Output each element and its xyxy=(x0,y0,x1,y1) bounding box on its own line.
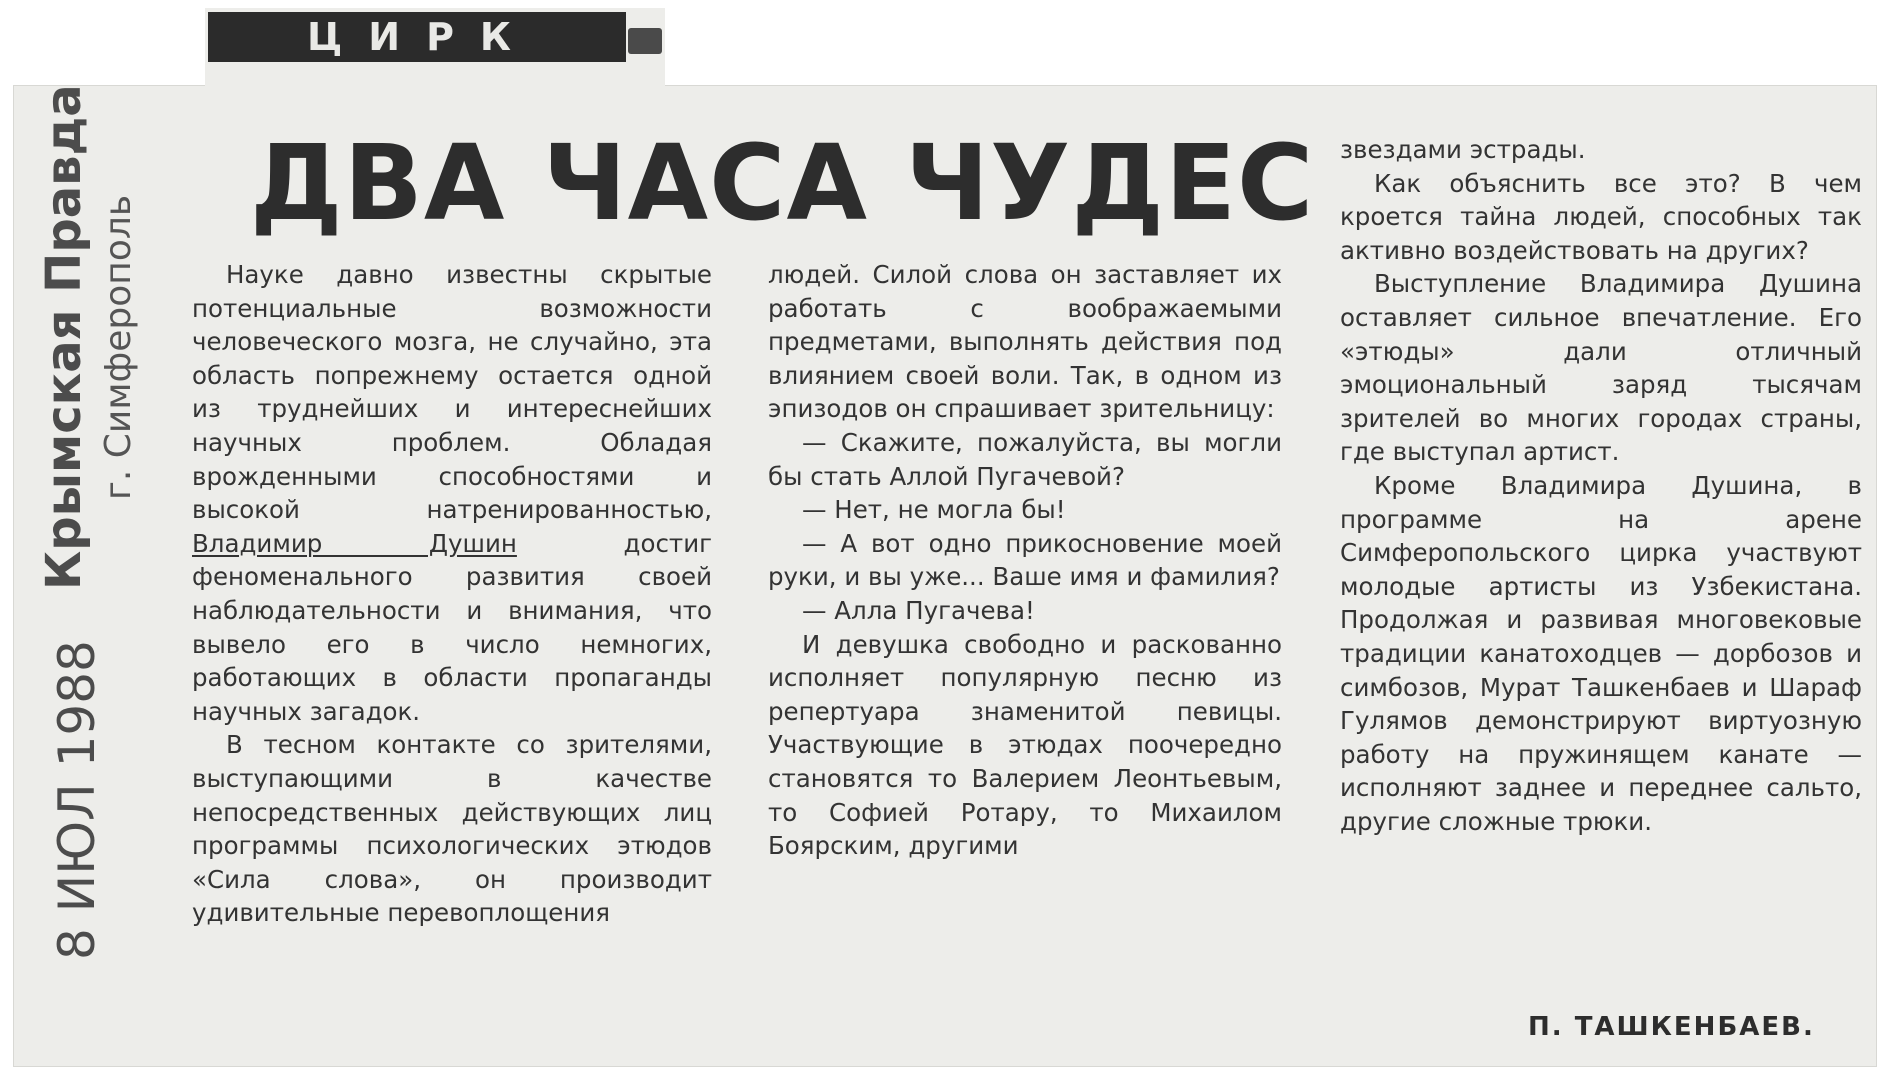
paragraph-text: Науке давно известны скрытые потенциальные возможности человеческого мозга, не случайно, эта область попрежнему остается одной из труднейших и интереснейших научных проблем. Обладая врожденными способностями и высокой натренированностью, xyxy=(192,260,712,525)
stamp-date: 8 ИЮЛ 1988 xyxy=(48,640,106,960)
stamp-city: г. Симферополь xyxy=(98,194,139,500)
article-author: П. ТАШКЕНБАЕВ. xyxy=(1528,1012,1815,1042)
highlighted-name: Владимир Душин xyxy=(192,528,517,558)
rubric-label: ЦИРК xyxy=(307,15,537,59)
dialogue-line: — Нет, не могла бы! xyxy=(802,495,1066,525)
dialogue-line: — А вот одно прикосновение моей руки, и вы уже... Ваше имя и фамилия? xyxy=(768,528,1282,592)
article-column-3 xyxy=(1340,133,1862,838)
paragraph xyxy=(192,258,712,728)
paragraph: звездами эстрады. xyxy=(1340,135,1586,164)
paragraph: И девушка свободно и раскованно исполняет популярную песню из репертуара знаменитой певицы. Участвующие в этюдах поочередно становятся то Валерием Леонтьевым, то Софией Ротару, то Михаилом Боярским, другими xyxy=(768,629,1282,861)
paragraph: В тесном контакте со зрителями, выступающими в качестве непосредственных действующих лиц программы психологических этюдов «Сила слова», он производит удивительные перевоплощения xyxy=(192,730,712,928)
paragraph: Кроме Владимира Душина, в программе на арене Симферопольского цирка участвуют молодые артисты из Узбекистана. Продолжая и развивая многовековые традиции канатоходцев — дорбозов и симбозов, Мурат Ташкенбаев и Шараф Гулямов демонстрируют виртуозную работу на пружинящем канате — исполняют заднее и переднее сальто, другие сложные трюки. xyxy=(1340,470,1862,836)
article-column-2 xyxy=(768,258,1282,863)
dialogue-line: — Алла Пугачева! xyxy=(802,595,1035,625)
paragraph: Как объяснить все это? В чем кроется тайна людей, способных так активно воздействовать на других? xyxy=(1340,168,1862,265)
rubric-end-mark xyxy=(628,28,662,54)
article-headline: ДВА ЧАСА ЧУДЕС xyxy=(250,122,1315,244)
article-column-1 xyxy=(192,258,712,930)
rubric-banner xyxy=(208,12,626,62)
stamp-newspaper-name: Крымская Правда xyxy=(36,84,92,590)
paragraph: людей. Силой слова он заставляет их работать с воображаемыми предметами, выполнять действия под влиянием своей воли. Так, в одном из эпизодов он спрашивает зрительницу: xyxy=(768,260,1282,424)
paragraph-text: достиг феноменального развития своей наблюдательности и внимания, что вывело его в число немногих, работающих в области пропаганды научных загадок. xyxy=(192,528,712,726)
paragraph: Выступление Владимира Душина оставляет сильное впечатление. Его «этюды» дали отличный эмоциональный заряд тысячам зрителей во многих городах страны, где выступал артист. xyxy=(1340,269,1862,467)
dialogue-line: — Скажите, пожалуйста, вы могли бы стать Аллой Пугачевой? xyxy=(768,427,1282,491)
newspaper-stamp xyxy=(30,70,150,590)
